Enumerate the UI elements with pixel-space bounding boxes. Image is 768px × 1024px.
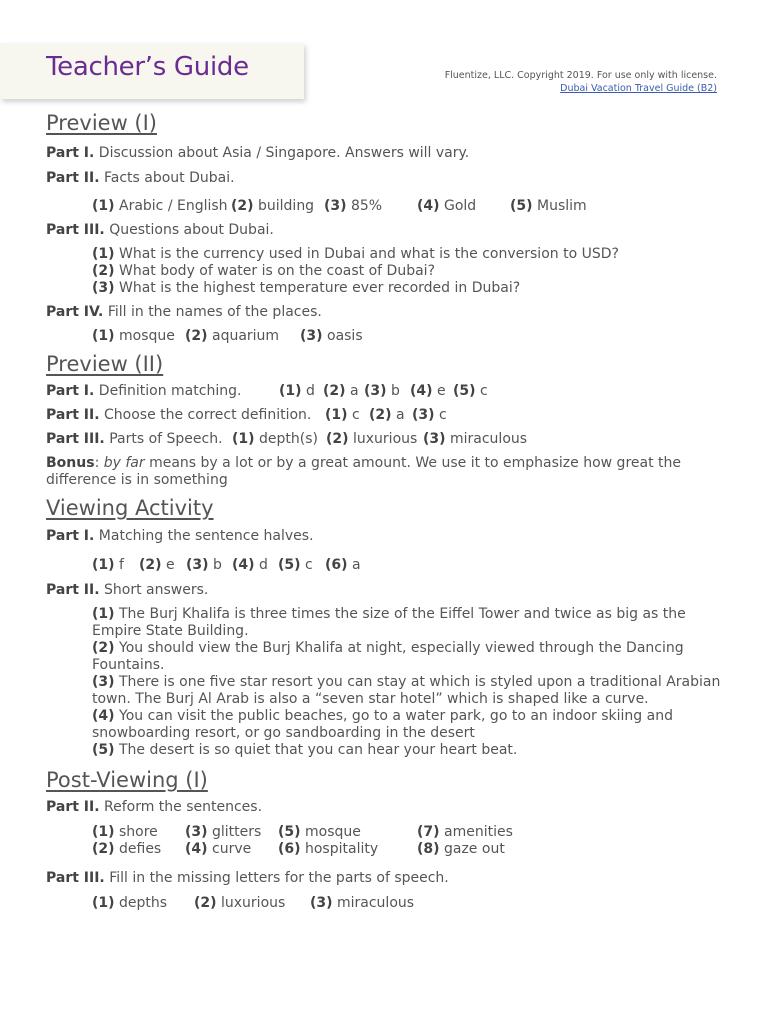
page-title: Teacher’s Guide — [46, 52, 249, 82]
section-heading-preview-1: Preview (I) — [46, 111, 157, 135]
preview2-part2 — [46, 407, 722, 424]
list-item: (2) What body of water is on the coast of Dubai? — [92, 263, 435, 279]
viewing-part1-answers — [46, 557, 722, 574]
postviewing-part2 — [46, 799, 722, 816]
answer: (1) c — [325, 407, 360, 423]
answer: (1) Arabic / English — [92, 198, 228, 214]
answer: (2) a — [323, 383, 359, 399]
preview1-part1 — [46, 145, 722, 162]
answer: (6) a — [325, 557, 361, 573]
answer: (6) hospitality — [278, 841, 379, 857]
answer: (5) c — [278, 557, 313, 573]
answer: (3) oasis — [300, 328, 363, 344]
part-label: Part II. — [46, 407, 100, 423]
list-item: (4) You can visit the public beaches, go to a water park, go to an indoor skiing and snowboarding resort, or go sandboarding in the desert — [92, 708, 673, 741]
postviewing-part3-answers — [46, 895, 722, 912]
part-label: Part I. — [46, 528, 95, 544]
answer: (5) Muslim — [510, 198, 587, 214]
preview2-bonus: Bonus: by far means by a lot or by a great amount. We use it to emphasize how great the difference is in something — [46, 455, 681, 488]
answer: (5) c — [453, 383, 488, 399]
part-label: Part I. — [46, 145, 95, 161]
list-item: (3) What is the highest temperature ever recorded in Dubai? — [92, 280, 521, 296]
part-text: Fill in the names of the places. — [103, 304, 322, 320]
part-text: Short answers. — [99, 582, 209, 598]
postviewing-part3 — [46, 870, 722, 887]
answer: (2) luxurious — [194, 895, 286, 911]
title-band — [0, 43, 304, 99]
part-text: Fill in the missing letters for the parts of speech. — [104, 870, 449, 886]
answer: (4) Gold — [417, 198, 477, 214]
part-text: Questions about Dubai. — [104, 222, 274, 238]
section-heading-post-viewing: Post-Viewing (I) — [46, 768, 208, 792]
bonus-term: by far — [103, 455, 145, 471]
answer: (2) a — [369, 407, 405, 423]
answer: (1) mosque — [92, 328, 175, 344]
guide-link[interactable]: Dubai Vacation Travel Guide (B2) — [560, 83, 717, 94]
answer: (4) d — [232, 557, 268, 573]
part-label: Part III. — [46, 870, 105, 886]
section-heading-preview-2: Preview (II) — [46, 352, 164, 376]
postviewing-part2-answers — [46, 824, 722, 858]
answer: (2) building — [231, 198, 315, 214]
part-text: Choose the correct definition. — [99, 407, 312, 423]
part-text: Matching the sentence halves. — [94, 528, 314, 544]
answer: (1) d — [279, 383, 315, 399]
content — [46, 108, 722, 912]
answer: (5) mosque — [278, 824, 361, 840]
answer: (3) b — [364, 383, 400, 399]
part-label: Part II. — [46, 170, 100, 186]
part-text: Reform the sentences. — [99, 799, 263, 815]
answer: (3) c — [412, 407, 447, 423]
answer: (3) b — [186, 557, 222, 573]
preview1-part4-answers — [46, 328, 722, 345]
part-text: Parts of Speech. — [104, 431, 223, 447]
list-item: (5) The desert is so quiet that you can hear your heart beat. — [92, 742, 518, 758]
section-heading-viewing: Viewing Activity — [46, 496, 214, 520]
answer: (1) f — [92, 557, 124, 573]
answer: (1) depth(s) — [232, 431, 318, 447]
answer: (3) glitters — [185, 824, 262, 840]
part-label: Part III. — [46, 222, 105, 238]
answer: (7) amenities — [417, 824, 513, 840]
answer: (2) aquarium — [185, 328, 280, 344]
viewing-part2 — [46, 582, 722, 599]
part-label: Part I. — [46, 383, 95, 399]
viewing-part2-list — [46, 606, 722, 759]
answer: (2) luxurious — [326, 431, 418, 447]
bonus-label: Bonus — [46, 455, 95, 471]
part-text: Discussion about Asia / Singapore. Answers will vary. — [94, 145, 470, 161]
answer: (2) e — [139, 557, 175, 573]
part-text: Definition matching. — [94, 383, 242, 399]
preview2-part1 — [46, 383, 722, 400]
copyright-text: Fluentize, LLC. Copyright 2019. For use only with license. — [444, 70, 717, 81]
part-label: Part IV. — [46, 304, 104, 320]
list-item: (1) The Burj Khalifa is three times the size of the Eiffel Tower and twice as big as the Empire State Building. — [92, 606, 686, 639]
preview1-part3 — [46, 222, 722, 239]
bonus-text: means by a lot or by a great amount. We use it to emphasize how great the difference is in something — [46, 455, 681, 488]
answer: (3) miraculous — [310, 895, 415, 911]
answer: (4) e — [410, 383, 446, 399]
part-label: Part III. — [46, 431, 105, 447]
answer: (3) miraculous — [423, 431, 528, 447]
list-item: (3) There is one five star resort you can stay at which is styled upon a traditional Arabian town. The Burj Al Arab is also a “seven star hotel” which is shaped like a curve. — [92, 674, 721, 707]
answer: (1) depths — [92, 895, 168, 911]
part-label: Part II. — [46, 799, 100, 815]
answer: (1) shore — [92, 824, 158, 840]
answer: (3) 85% — [324, 198, 383, 214]
copyright-block — [445, 69, 717, 95]
preview2-part3 — [46, 431, 722, 448]
preview1-part2 — [46, 170, 722, 187]
list-item: (2) You should view the Burj Khalifa at night, especially viewed through the Dancing Fountains. — [92, 640, 684, 673]
preview1-part3-list — [46, 246, 722, 297]
viewing-part1 — [46, 528, 722, 545]
list-item: (1) What is the currency used in Dubai and what is the conversion to USD? — [92, 246, 619, 262]
part-text: Facts about Dubai. — [99, 170, 235, 186]
answer: (2) defies — [92, 841, 162, 857]
preview1-part2-answers — [46, 198, 722, 215]
preview1-part4 — [46, 304, 722, 321]
answer: (8) gaze out — [417, 841, 505, 857]
part-label: Part II. — [46, 582, 100, 598]
answer: (4) curve — [185, 841, 252, 857]
